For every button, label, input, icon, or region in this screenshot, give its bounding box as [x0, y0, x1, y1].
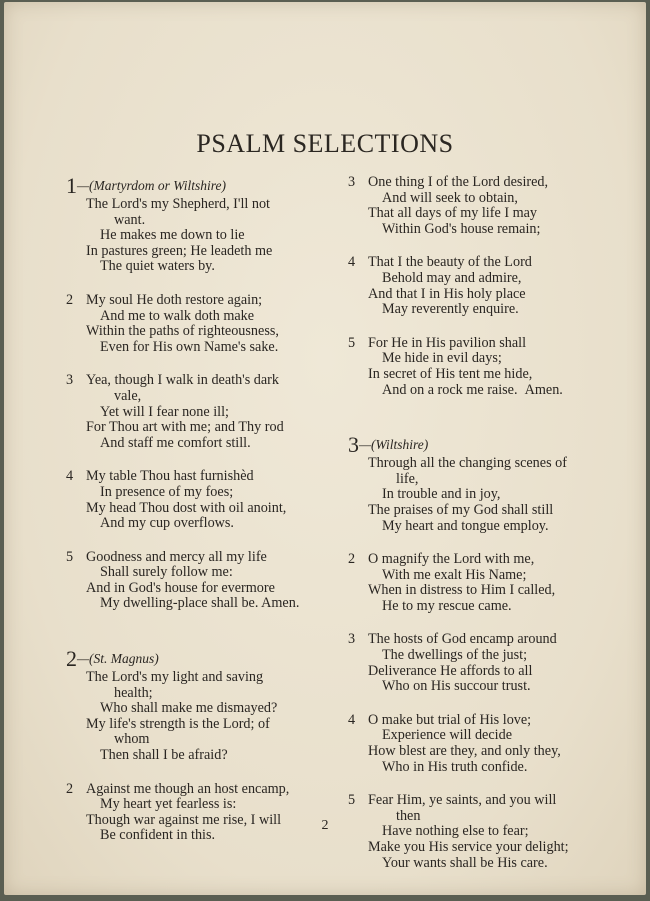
verse-line: The praises of my God shall still: [368, 501, 554, 518]
verse-line: then: [396, 807, 421, 824]
verse-line: want.: [114, 211, 146, 228]
verse-line: My soul He doth restore again;: [86, 291, 263, 308]
verse-line: life,: [396, 470, 419, 487]
verse-line: In secret of His tent me hide,: [368, 365, 533, 382]
verse-line: Within the paths of righteousness,: [86, 323, 279, 340]
verse-line: The dwellings of the just;: [382, 647, 528, 664]
stanza: [348, 255, 620, 317]
hymnal-page: [4, 2, 646, 895]
verse-line: And will seek to obtain,: [382, 189, 518, 206]
stanza-number: 2: [66, 780, 74, 797]
stanza: [348, 175, 620, 237]
verse-line: And me to walk doth make: [100, 307, 255, 324]
stanza-number: 5: [66, 548, 74, 565]
verse-line: Who on His succour trust.: [382, 678, 531, 695]
stanza-number: 2: [348, 551, 356, 568]
verse-line: Me hide in evil days;: [382, 350, 502, 367]
stanza-number: 5: [348, 334, 356, 351]
stanza: [66, 197, 338, 275]
verse-line: And staff me comfort still.: [100, 434, 251, 451]
psalm-number: 2: [66, 646, 77, 672]
verse-line: Goodness and mercy all my life: [86, 548, 267, 565]
verse-line: He to my rescue came.: [382, 597, 512, 614]
verse-line: Have nothing else to fear;: [382, 823, 529, 840]
verse-line: O magnify the Lord with me,: [368, 551, 535, 568]
verse-line: My life's strength is the Lord; of: [86, 715, 270, 732]
verse-line: Who shall make me dismayed?: [100, 700, 278, 717]
psalm-tune: —(Martyrdom or Wiltshire): [77, 178, 226, 193]
stanza: [348, 552, 620, 614]
psalm-3-heading: [348, 434, 620, 456]
verse-line: My table Thou hast furnishèd: [86, 468, 254, 485]
amen: Amen.: [524, 381, 563, 398]
verse-line: Yea, though I walk in death's dark: [86, 372, 280, 389]
verse-line: Then shall I be afraid?: [100, 747, 228, 764]
verse-line: How blest are they, and only they,: [368, 743, 561, 760]
verse-line: One thing I of the Lord desired,: [368, 174, 549, 190]
verse-line: That all days of my life I may: [368, 205, 538, 222]
verse-text: And on a rock me raise.: [382, 381, 518, 398]
psalm-2-heading: [66, 648, 338, 670]
stanza: [348, 456, 620, 534]
psalm-tune: —(St. Magnus): [77, 651, 159, 667]
verse-line: Against me though an host encamp,: [86, 780, 290, 797]
stanza-number: 5: [348, 792, 356, 809]
verse-line: With me exalt His Name;: [382, 566, 527, 583]
verse-line: vale,: [114, 387, 142, 404]
stanza-number: 2: [66, 291, 74, 308]
verse-line: The hosts of God encamp around: [368, 631, 557, 648]
stanza: [66, 469, 338, 531]
verse-line: health;: [114, 684, 153, 701]
verse-line: That I the beauty of the Lord: [368, 254, 532, 271]
verse-line: He makes me down to lie: [100, 227, 245, 244]
verse-line: Be confident in this.: [100, 827, 216, 844]
page-title: PSALM SELECTIONS: [196, 129, 454, 158]
psalm-1-heading: [66, 175, 338, 197]
stanza: [66, 550, 338, 612]
stanza: [66, 670, 338, 764]
psalm-number: 3: [348, 432, 359, 458]
stanza: [348, 713, 620, 775]
verse-line: Yet will I fear none ill;: [100, 403, 229, 420]
verse-line: Make you His service your delight;: [368, 839, 569, 855]
verse-line: Your wants shall be His care.: [382, 854, 548, 871]
verse-line: For He in His pavilion shall: [368, 334, 527, 351]
verse-line: Fear Him, ye saints, and you will: [368, 792, 557, 809]
verse-line: In presence of my foes;: [100, 483, 234, 500]
left-column: [66, 175, 338, 844]
verse-line: Within God's house remain;: [382, 220, 541, 237]
verse-line: O make but trial of His love;: [368, 711, 532, 728]
stanza: [348, 336, 620, 398]
verse-line: Through all the changing scenes of: [368, 455, 567, 472]
verse-line: In trouble and in joy,: [382, 486, 501, 503]
verse-line: whom: [114, 731, 150, 748]
verse-line: The Lord's my light and saving: [86, 669, 264, 686]
verse-line: And my cup overflows.: [100, 515, 234, 532]
verse-line: And that I in His holy place: [368, 285, 526, 302]
stanza-number: 3: [348, 174, 356, 190]
verse-line: My heart yet fearless is:: [100, 796, 237, 813]
verse-line: Who in His truth confide.: [382, 758, 528, 775]
verse-line: My dwelling-place shall be. Amen.: [100, 595, 300, 612]
verse-line: My heart and tongue employ.: [382, 517, 549, 534]
verse-line: Behold may and admire,: [382, 269, 522, 286]
verse-line: Experience will decide: [382, 727, 512, 744]
stanza-number: 4: [66, 468, 74, 485]
stanza-number: 3: [66, 372, 74, 389]
stanza-number: 4: [348, 254, 356, 271]
verse-line: [348, 383, 620, 399]
verse-line: For Thou art with me; and Thy rod: [86, 419, 284, 436]
verse-line: May reverently enquire.: [382, 301, 519, 318]
verse-line: Deliverance He affords to all: [368, 662, 533, 679]
stanza: [348, 632, 620, 694]
verse-line: When in distress to Him I called,: [368, 582, 556, 599]
page-number: 2: [321, 818, 329, 833]
verse-line: The quiet waters by.: [100, 258, 215, 275]
verse-line: The Lord's my Shepherd, I'll not: [86, 196, 271, 212]
stanza-number: 4: [348, 711, 356, 728]
verse-line: And in God's house for evermore: [86, 579, 275, 596]
stanza-number: 3: [348, 631, 356, 648]
verse-line: Even for His own Name's sake.: [100, 338, 279, 355]
verse-line: Though war against me rise, I will: [86, 811, 282, 828]
right-column: [348, 175, 620, 871]
verse-line: Shall surely follow me:: [100, 564, 233, 581]
verse-line: My head Thou dost with oil anoint,: [86, 499, 287, 516]
psalm-number: 1: [66, 173, 77, 198]
stanza: [66, 293, 338, 355]
verse-line: In pastures green; He leadeth me: [86, 242, 273, 259]
stanza: [66, 782, 338, 844]
psalm-tune: —(Wiltshire): [359, 437, 429, 453]
stanza: [66, 373, 338, 451]
